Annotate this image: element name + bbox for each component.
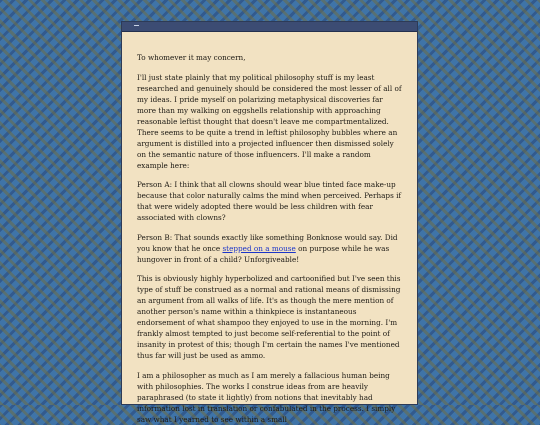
- window-titlebar: [122, 22, 417, 32]
- paragraph-3-text-after: on purpose while he was hungover in front of a child? Unforgiveable!: [137, 243, 390, 264]
- stepped-on-a-mouse-link[interactable]: stepped on a mouse: [222, 243, 296, 253]
- salutation: To whomever it may concern,: [137, 53, 246, 62]
- paragraph-1: I'll just state plainly that my political philosophy stuff is my least researched and genuinely should be considered the most lesser of all of my ideas. I pride myself on polarizing metaphysical discoveries far more than my walking on eggshells relationship with approaching reasonable leftist thought that doesn't leave me compartmentalized. There seems to be quite a trend in leftist philosophy bubbles where an argument is distilled into a projected influencer then dismissed solely on the semantic nature of those influencers. I'll make a random example here:: [137, 72, 402, 170]
- paragraph-4: This is obviously highly hyperbolized and cartoonified but I've seen this type of stuff be construed as a normal and rational means of dismissing an argument from all walks of life. It's as though the mere mention of another person's name within a thinkpiece is instantaneous endorsement of what shampoo they enjoyed to use in the morning. I'm frankly almost tempted to just become self-referential to the point of insanity in protest of this; though I'm certain the names I've mentioned thus far will just be used as ammo.: [137, 274, 401, 361]
- letter-window: [121, 21, 418, 424]
- paragraph-5: I am a philosopher as much as I am merely a fallacious human being with philosophies. The works I construe ideas from are heavily paraphrased (to state it lightly) from notions that inevitably had information lost in translation or confabulated in the process. I simply saw what I yearned to see within a small: [137, 370, 396, 424]
- paragraph-3: [137, 232, 403, 265]
- paragraph-3-text-before: Person B: That sounds exactly like something Bonknose would say. Did you know that he once: [137, 232, 398, 253]
- letter-content: [122, 32, 417, 425]
- paragraph-2: Person A: I think that all clowns should wear blue tinted face make-up because that color naturally calms the mind when perceived. Perhaps if that were widely adopted there would be less children with fear associated with clowns?: [137, 180, 402, 223]
- titlebar-mark: [134, 25, 139, 26]
